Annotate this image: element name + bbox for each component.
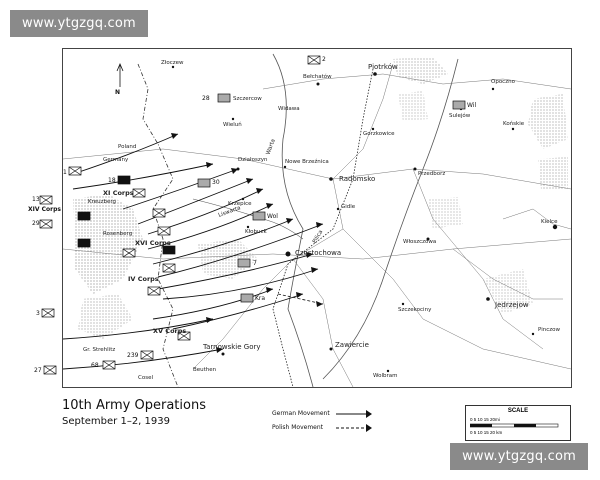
place-label: Warta bbox=[265, 138, 277, 156]
unit-label-27: 27 bbox=[34, 367, 42, 374]
place-label: Gidle bbox=[341, 204, 356, 210]
place-label: Złoczew bbox=[161, 60, 184, 66]
scale-title: SCALE bbox=[507, 408, 529, 414]
unit-label: 68 bbox=[91, 362, 99, 369]
watermark-bottom: www.ytgzgq.com bbox=[450, 443, 588, 470]
place-label: Kreuzberg bbox=[88, 199, 117, 205]
unit-box-e bbox=[123, 249, 135, 257]
railway-line bbox=[273, 69, 376, 387]
legend-german-label: German Movement bbox=[272, 410, 330, 417]
unit-label: 30 bbox=[212, 179, 220, 186]
place-label: Kłobuck bbox=[245, 229, 267, 235]
unit-box-a bbox=[153, 209, 165, 217]
polish-arrow-head bbox=[316, 301, 323, 307]
unit-box-2 bbox=[308, 56, 320, 64]
place-label: Nowe Brzeźnica bbox=[285, 159, 329, 165]
unit-label: Wil bbox=[467, 102, 477, 109]
place-label: Kielce bbox=[541, 219, 558, 225]
unit-label: 2 bbox=[322, 56, 326, 63]
unit-box-28 bbox=[218, 94, 230, 102]
corps-label: XV Corps bbox=[153, 327, 187, 335]
place-label: Radomsko bbox=[339, 175, 376, 183]
corps-label: IV Corps bbox=[128, 275, 159, 283]
unit-label: 239 bbox=[127, 352, 139, 359]
place-label: Włoszczowa bbox=[403, 239, 437, 245]
place-label: Germany bbox=[103, 157, 129, 163]
legend-polish-arrow-icon bbox=[336, 423, 372, 433]
place-label: Piotrków bbox=[368, 63, 398, 71]
unit-box-wol bbox=[253, 212, 265, 220]
unit-label-3: 3 bbox=[36, 310, 40, 317]
unit-box-h bbox=[148, 287, 160, 295]
place-label: Częstochowa bbox=[295, 249, 342, 257]
place-label: Cosel bbox=[138, 375, 153, 381]
place-label: Liswarta bbox=[217, 205, 242, 219]
terrain-forest-north-2 bbox=[398, 91, 428, 121]
place-label: Rosenberg bbox=[103, 231, 133, 237]
place-label: Szczercow bbox=[233, 96, 262, 102]
map-title: 10th Army Operations bbox=[62, 398, 206, 413]
place-label: Końskie bbox=[503, 121, 525, 127]
unit-box-30 bbox=[198, 179, 210, 187]
scale-miles-label: 0 5 10 15 20mi bbox=[470, 417, 500, 422]
place-label: Bełchatów bbox=[303, 74, 332, 80]
scale-km-label: 0 5 10 15 20 km bbox=[470, 430, 503, 435]
north-arrow-icon bbox=[117, 64, 123, 87]
place-label: Opoczno bbox=[491, 79, 515, 85]
place-label: Wolbram bbox=[373, 373, 398, 379]
terrain-forest-southwest bbox=[78, 294, 133, 339]
terrain-forest-middle bbox=[428, 197, 463, 229]
unit-label: Wol bbox=[267, 213, 278, 220]
unit-box-18 bbox=[118, 176, 130, 184]
terrain-forest-east bbox=[528, 94, 568, 149]
unit-box-7 bbox=[238, 259, 250, 267]
place-label: Gorzkowice bbox=[363, 131, 395, 137]
corps-label: XVI Corps bbox=[135, 239, 171, 247]
unit-box-3-outer bbox=[42, 309, 54, 317]
town-markers bbox=[172, 66, 557, 372]
unit-box-29-outer bbox=[40, 220, 52, 228]
place-label: Działoszyn bbox=[238, 157, 268, 163]
place-label: Widawa bbox=[278, 106, 300, 112]
unit-box-1 bbox=[69, 167, 81, 175]
place-label: Przedborz bbox=[418, 171, 446, 177]
unit-box-239 bbox=[141, 351, 153, 359]
unit-label: 28 bbox=[202, 95, 210, 102]
place-label: Poland bbox=[118, 144, 137, 150]
place-label: Pilica bbox=[311, 229, 325, 245]
unit-label: 1 bbox=[63, 169, 67, 176]
terrain-forest-north-east bbox=[393, 57, 448, 84]
place-label: Wieluń bbox=[223, 122, 242, 128]
scale-box bbox=[465, 405, 571, 441]
north-label: N bbox=[115, 89, 121, 96]
legend-german-arrow-icon bbox=[336, 409, 372, 419]
map-canvas bbox=[63, 49, 571, 387]
unit-box-c bbox=[78, 212, 90, 220]
border-line bbox=[138, 64, 178, 387]
left-edge-units bbox=[30, 190, 64, 380]
unit-label: 18 bbox=[108, 177, 116, 184]
unit-box-27-outer bbox=[44, 366, 56, 374]
place-label: Tarnowskie Gory bbox=[203, 343, 261, 351]
map-frame bbox=[62, 48, 572, 388]
unit-box-b bbox=[158, 227, 170, 235]
unit-box-d bbox=[78, 239, 90, 247]
unit-box-68 bbox=[103, 361, 115, 369]
unit-label-13: 13 bbox=[32, 196, 40, 203]
place-label: Szczekociny bbox=[398, 307, 432, 313]
unit-box-wil bbox=[453, 101, 465, 109]
unit-box-f bbox=[163, 246, 175, 254]
unit-label-29: 29 bbox=[32, 220, 40, 227]
unit-box-13-outer bbox=[40, 196, 52, 204]
place-label: Gr. Strehlitz bbox=[83, 347, 116, 353]
unit-box-g bbox=[163, 264, 175, 272]
unit-box-xi bbox=[133, 189, 145, 197]
map-subtitle: September 1–2, 1939 bbox=[62, 416, 170, 427]
corps-label-xiv: XIV Corps bbox=[28, 206, 61, 213]
watermark-top: www.ytgzgq.com bbox=[10, 10, 148, 37]
place-label: Beuthen bbox=[193, 367, 217, 373]
corps-label: XI Corps bbox=[103, 189, 134, 197]
place-label: Sulejów bbox=[449, 113, 471, 119]
scale-bar-miles bbox=[470, 423, 566, 429]
place-label: Zawiercie bbox=[335, 341, 369, 349]
place-label: Jedrzejow bbox=[495, 301, 529, 309]
unit-label: Kra bbox=[255, 295, 266, 302]
place-label: Pinczow bbox=[538, 327, 560, 333]
legend-polish-label: Polish Movement bbox=[272, 424, 324, 431]
place-label: Krzepice bbox=[228, 201, 252, 207]
unit-box-kra bbox=[241, 294, 253, 302]
unit-label: 7 bbox=[253, 260, 257, 267]
river-warta bbox=[273, 54, 313, 387]
